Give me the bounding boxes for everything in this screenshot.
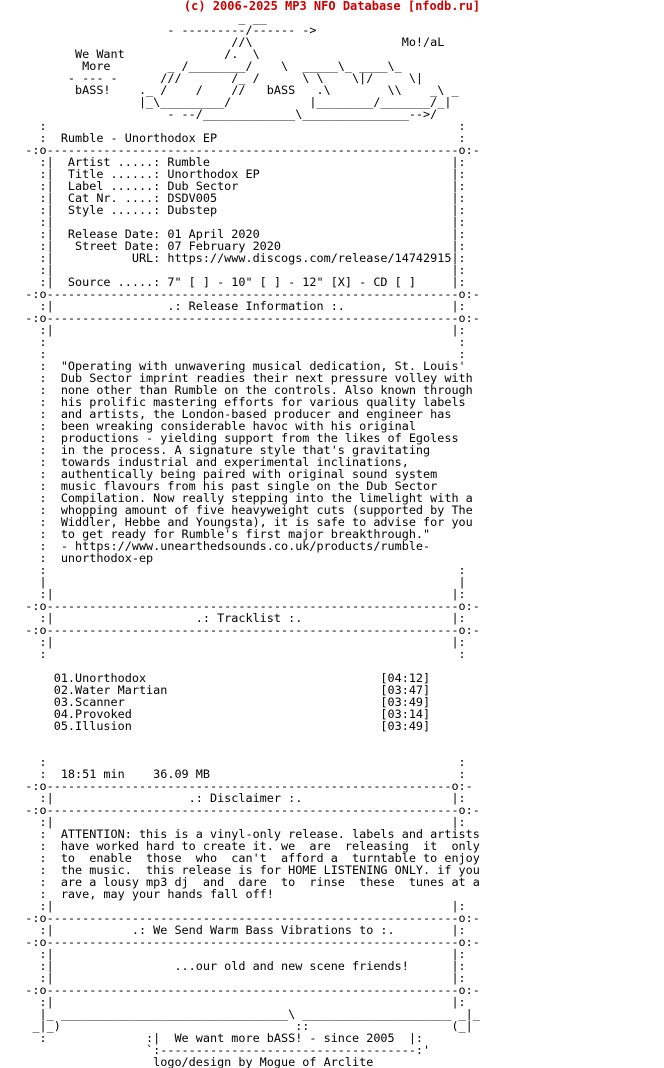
nfo-line: -:o----------------------------------------------------------o:- bbox=[4, 311, 480, 325]
nfo-line: : Widdler, Hebbe and Youngsta), it is safe to advise for you bbox=[4, 515, 473, 529]
nfo-line: : : bbox=[4, 347, 466, 361]
nfo-line: logo/design by Mogue of Arclite bbox=[4, 1055, 374, 1068]
nfo-line: _|_) :: (_| bbox=[4, 1019, 473, 1033]
nfo-content bbox=[4, 12, 664, 1068]
nfo-line: : and artists, the London-based producer and engineer has bbox=[4, 407, 452, 421]
nfo-line: : to get ready for Rumble's first major breakthrough." bbox=[4, 527, 431, 541]
nfo-line: :| |: bbox=[4, 635, 466, 649]
nfo-line: -:o----------------------------------------------------------o:- bbox=[4, 143, 480, 157]
nfo-line: : Dub Sector imprint readies their next pressure volley with bbox=[4, 371, 473, 385]
nfo-line: - --/_____________\_______________-->/ bbox=[4, 107, 438, 121]
nfo-line: : : bbox=[4, 119, 466, 133]
nfo-line: : ATTENTION: this is a vinyl-only release. labels and artists bbox=[4, 827, 480, 841]
nfo-line: :| |: bbox=[4, 971, 466, 985]
nfo-line: We Want /. \ bbox=[4, 47, 260, 61]
nfo-line: :| Label ......: Dub Sector |: bbox=[4, 179, 466, 193]
nfo-line: -:o----------------------------------------------------------o:- bbox=[4, 803, 480, 817]
nfo-line: -:o----------------------------------------------------------o:- bbox=[4, 935, 480, 949]
nfo-line: : "Operating with unwavering musical dedication, St. Louis' bbox=[4, 359, 466, 373]
nfo-line: :| |: bbox=[4, 215, 466, 229]
nfo-line: | | bbox=[4, 575, 466, 589]
nfo-line: - --- - /// /_ / \ \ \|/ \| bbox=[4, 71, 424, 85]
nfo-line: : - https://www.unearthedsounds.co.uk/products/rumble- bbox=[4, 539, 431, 553]
nfo-line: : none other than Rumble on the controls. Also known through bbox=[4, 383, 473, 397]
nfo-line: More _ /________/ \ _____\_ ____\_ bbox=[4, 59, 402, 73]
nfo-line: :| .: Release Information :. |: bbox=[4, 299, 466, 313]
nfo-line: :| |: bbox=[4, 899, 466, 913]
nfo-line: _ __ bbox=[4, 12, 267, 25]
nfo-line: : to enable those who can't afford a turntable to enjoy bbox=[4, 851, 480, 865]
nfo-line: : 18:51 min 36.09 MB : bbox=[4, 767, 466, 781]
nfo-line: : whopping amount of five heavyweight cuts (supported by The bbox=[4, 503, 473, 517]
nfo-line: : in the process. A signature style that's gravitating bbox=[4, 443, 431, 457]
nfo-line: : authentically being paired with original sound system bbox=[4, 467, 438, 481]
nfo-line: |_ ________________________________\ _____________________ _|_ bbox=[4, 1007, 480, 1021]
nfo-line: : : bbox=[4, 755, 466, 769]
nfo-line: : towards industrial and experimental inclinations, bbox=[4, 455, 409, 469]
nfo-line: :| Cat Nr. ....: DSDV005 |: bbox=[4, 191, 466, 205]
nfo-line: :| Release Date: 01 April 2020 |: bbox=[4, 227, 466, 241]
nfo-line: 05.Illusion [03:49] bbox=[4, 719, 431, 733]
nfo-line: -:o----------------------------------------------------------o:- bbox=[4, 599, 480, 613]
nfo-line: : rave, may your hands fall off! bbox=[4, 887, 274, 901]
nfo-line: 03.Scanner [03:49] bbox=[4, 695, 431, 709]
nfo-line: :| |: bbox=[4, 947, 466, 961]
nfo-line: : have worked hard to create it. we are releasing it only bbox=[4, 839, 480, 853]
nfo-line: //\ Mo!/aL bbox=[4, 35, 445, 49]
nfo-line: 01.Unorthodox [04:12] bbox=[4, 671, 431, 685]
nfo-line: bASS! ._ / / // bASS .\ \\ _\ _ bbox=[4, 83, 459, 97]
nfo-line: :| Artist .....: Rumble |: bbox=[4, 155, 466, 169]
nfo-line: :| ...our old and new scene friends! |: bbox=[4, 959, 466, 973]
nfo-line: -:o----------------------------------------------------------o:- bbox=[4, 911, 480, 925]
nfo-line: : music flavours from his past single on the Dub Sector bbox=[4, 479, 438, 493]
nfo-line: :| Source .....: 7" [ ] - 10" [ ] - 12" [X] - CD [ ] |: bbox=[4, 275, 466, 289]
nfo-line: : : bbox=[4, 647, 466, 661]
nfo-line: : his prolific mastering efforts for various quality labels bbox=[4, 395, 466, 409]
nfo-line: : the music. this release is for HOME LISTENING ONLY. if you bbox=[4, 863, 480, 877]
nfo-line: : unorthodox-ep bbox=[4, 551, 154, 565]
nfo-line: |_\_________/ |________/_______/_| bbox=[4, 95, 452, 109]
nfo-line: -:o---------------------------------------------------------o:- bbox=[4, 779, 473, 793]
nfo-line: : :| We want more bASS! - since 2005 |: bbox=[4, 1031, 424, 1045]
nfo-line: : Compilation. Now really stepping into the limelight with a bbox=[4, 491, 473, 505]
nfo-line: :| Title ......: Unorthodox EP |: bbox=[4, 167, 466, 181]
nfo-line: : : bbox=[4, 563, 466, 577]
nfo-line: : are a lousy mp3 dj and dare to rinse these tunes at a bbox=[4, 875, 480, 889]
site-header: (c) 2006-2025 MP3 NFO Database [nfodb.ru] bbox=[183, 0, 481, 12]
nfo-line: 04.Provoked [03:14] bbox=[4, 707, 431, 721]
nfo-line: :| |: bbox=[4, 323, 466, 337]
nfo-line: -:o----------------------------------------------------------o:- bbox=[4, 983, 480, 997]
nfo-line: :| |: bbox=[4, 263, 466, 277]
nfo-line: : been wreaking considerable havoc with his original bbox=[4, 419, 416, 433]
nfo-line: -:o----------------------------------------------------------o:- bbox=[4, 623, 480, 637]
nfo-line: : Rumble - Unorthodox EP : bbox=[4, 131, 466, 145]
nfo-line: :| Street Date: 07 February 2020 |: bbox=[4, 239, 466, 253]
nfo-line: - ---------/------ -> bbox=[4, 23, 317, 37]
nfo-line: :| URL: https://www.discogs.com/release/14742915|: bbox=[4, 251, 466, 265]
nfo-line: :| .: We Send Warm Bass Vibrations to :. |: bbox=[4, 923, 466, 937]
nfo-line: -:o----------------------------------------------------------o:- bbox=[4, 287, 480, 301]
nfo-line: : productions - yielding support from the likes of Egoless bbox=[4, 431, 459, 445]
nfo-line: 02.Water Martian [03:47] bbox=[4, 683, 431, 697]
nfo-line: `:------------------------------------:' bbox=[4, 1043, 431, 1057]
nfo-line: :| |: bbox=[4, 815, 466, 829]
nfo-line: : : bbox=[4, 335, 466, 349]
nfo-line: :| |: bbox=[4, 587, 466, 601]
nfo-line: :| |: bbox=[4, 995, 466, 1009]
nfo-line: :| Style ......: Dubstep |: bbox=[4, 203, 466, 217]
nfo-line: :| .: Disclaimer :. |: bbox=[4, 791, 466, 805]
nfo-line: :| .: Tracklist :. |: bbox=[4, 611, 466, 625]
